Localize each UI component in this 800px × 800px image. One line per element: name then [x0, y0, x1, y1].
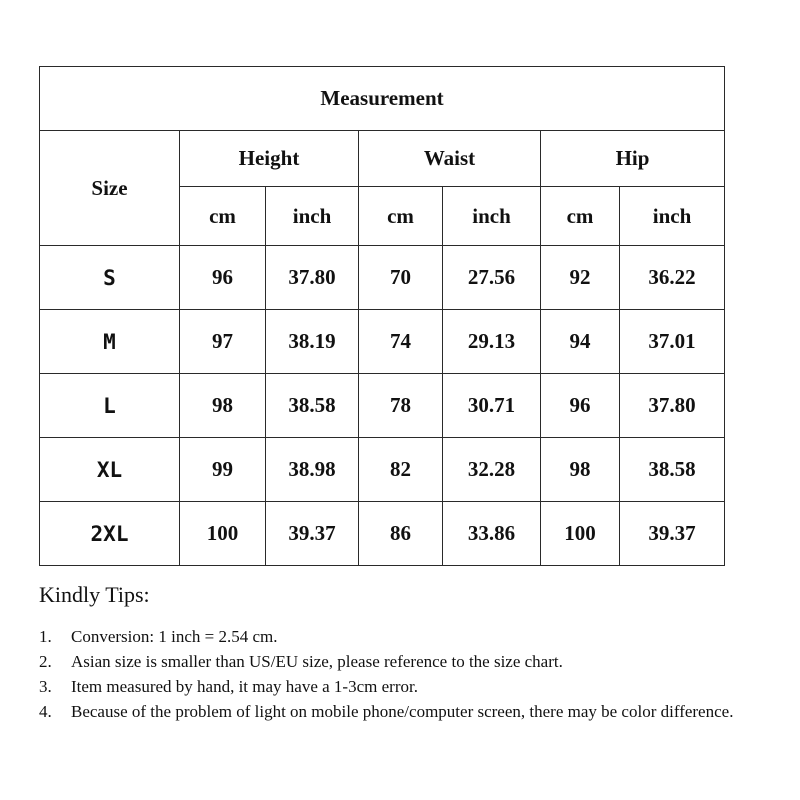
group-header-waist: Waist: [359, 131, 541, 187]
tip-item: [39, 625, 794, 649]
tips-list: [39, 625, 794, 724]
table-row: [40, 502, 725, 566]
tips-title: Kindly Tips:: [39, 582, 150, 607]
tip-text: Asian size is smaller than US/EU size, please reference to the size chart.: [71, 652, 563, 671]
size-chart-table: [39, 66, 725, 566]
tip-number: 3.: [39, 677, 52, 696]
size-label: XL: [40, 438, 180, 502]
size-column-header: Size: [40, 131, 180, 246]
size-label: S: [40, 246, 180, 310]
table-row: [40, 438, 725, 502]
measurement-cell: 98: [541, 438, 620, 502]
measurement-cell: 86: [359, 502, 443, 566]
measurement-cell: 96: [541, 374, 620, 438]
tip-item: [39, 650, 794, 674]
size-label: L: [40, 374, 180, 438]
measurement-cell: 32.28: [443, 438, 541, 502]
measurement-cell: 74: [359, 310, 443, 374]
measurement-cell: 78: [359, 374, 443, 438]
measurement-cell: 27.56: [443, 246, 541, 310]
measurement-cell: 29.13: [443, 310, 541, 374]
measurement-cell: 98: [180, 374, 266, 438]
group-header-hip: Hip: [541, 131, 725, 187]
group-header-height: Height: [180, 131, 359, 187]
tip-text: Conversion: 1 inch = 2.54 cm.: [71, 627, 278, 646]
kindly-tips: [39, 582, 794, 725]
measurement-cell: 33.86: [443, 502, 541, 566]
table-row: [40, 374, 725, 438]
table-row: [40, 246, 725, 310]
measurement-cell: 94: [541, 310, 620, 374]
tip-number: 4.: [39, 702, 52, 721]
measurement-cell: 100: [180, 502, 266, 566]
measurement-cell: 37.80: [266, 246, 359, 310]
measurement-cell: 38.98: [266, 438, 359, 502]
measurement-cell: 36.22: [620, 246, 725, 310]
measurement-cell: 38.58: [266, 374, 359, 438]
measurement-cell: 96: [180, 246, 266, 310]
unit-header: cm: [541, 187, 620, 246]
measurement-cell: 39.37: [266, 502, 359, 566]
table-row: [40, 310, 725, 374]
measurement-cell: 39.37: [620, 502, 725, 566]
tip-item: [39, 700, 794, 724]
measurement-cell: 37.80: [620, 374, 725, 438]
unit-header: inch: [443, 187, 541, 246]
measurement-cell: 92: [541, 246, 620, 310]
tip-text: Item measured by hand, it may have a 1-3cm error.: [71, 677, 418, 696]
measurement-cell: 38.58: [620, 438, 725, 502]
unit-header: inch: [620, 187, 725, 246]
unit-header: cm: [359, 187, 443, 246]
measurement-cell: 30.71: [443, 374, 541, 438]
table-title: Measurement: [40, 67, 725, 131]
measurement-cell: 37.01: [620, 310, 725, 374]
size-label: M: [40, 310, 180, 374]
unit-header: inch: [266, 187, 359, 246]
unit-header: cm: [180, 187, 266, 246]
measurement-cell: 82: [359, 438, 443, 502]
tip-text: Because of the problem of light on mobile phone/computer screen, there may be color difference.: [71, 702, 734, 721]
tip-number: 2.: [39, 652, 52, 671]
measurement-cell: 99: [180, 438, 266, 502]
tip-item: [39, 675, 794, 699]
tip-number: 1.: [39, 627, 52, 646]
measurement-cell: 97: [180, 310, 266, 374]
measurement-cell: 70: [359, 246, 443, 310]
measurement-cell: 38.19: [266, 310, 359, 374]
size-label: 2XL: [40, 502, 180, 566]
measurement-cell: 100: [541, 502, 620, 566]
